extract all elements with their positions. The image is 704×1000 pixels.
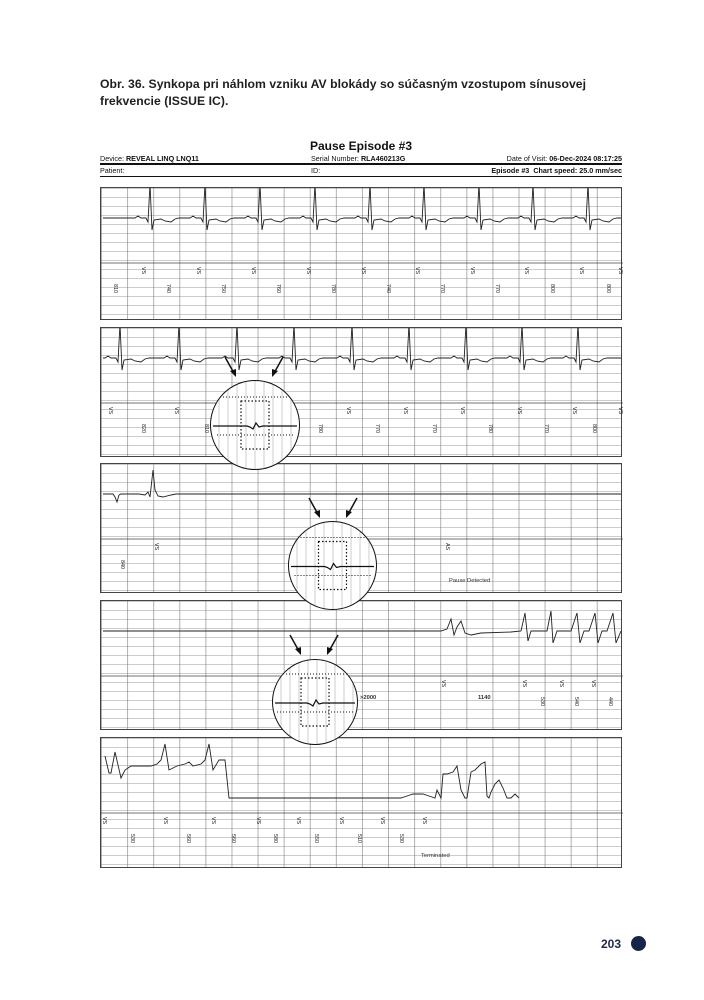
marker-interval: 770 xyxy=(374,424,380,433)
marker-event: VS xyxy=(338,817,344,825)
marker-interval: 810 xyxy=(112,284,118,293)
visit-value: 06-Dec-2024 08:17:25 xyxy=(549,154,622,163)
marker-interval: 580 xyxy=(272,834,278,843)
header-rule-top xyxy=(100,163,622,165)
patient-label: Patient: xyxy=(100,166,125,175)
marker-event: VS xyxy=(345,407,351,415)
marker-interval: 800 xyxy=(591,424,597,433)
marker-event: VS xyxy=(305,267,311,275)
header-rule-bottom xyxy=(100,176,622,177)
figure-caption: Obr. 36. Synkopa pri náhlom vzniku AV blokády so súčasným vzostupom sínusovej frekvencie (ISSUE IC). xyxy=(100,77,587,108)
page-dot-icon xyxy=(631,936,646,951)
interval-long-label: >2000 xyxy=(360,695,377,701)
ecg-strip-4 xyxy=(100,600,622,730)
terminated-label: Terminated xyxy=(421,853,450,859)
marker-interval: 780 xyxy=(330,284,336,293)
marker-interval: 800 xyxy=(605,284,611,293)
report-title: Pause Episode #3 xyxy=(309,139,413,153)
magnifier-circle-2 xyxy=(288,521,377,610)
marker-event: VS xyxy=(173,407,179,415)
visit-label: Date of Visit: 06-Dec-2024 08:17:25 xyxy=(506,154,622,163)
ecg-strip-5 xyxy=(100,737,622,868)
marker-interval: 530 xyxy=(129,834,135,843)
marker-interval: 780 xyxy=(487,424,493,433)
marker-event: AS xyxy=(444,543,450,551)
marker-event: VS xyxy=(521,680,527,688)
marker-event: VS xyxy=(590,680,596,688)
serial-label: Serial Number: RLA460213G xyxy=(311,154,406,163)
marker-interval: 740 xyxy=(385,284,391,293)
id-label: ID: xyxy=(311,166,321,175)
arrow-down-left-icon xyxy=(325,634,339,656)
marker-event: VS xyxy=(578,267,584,275)
chart-speed: Chart speed: 25.0 mm/sec xyxy=(533,166,622,175)
marker-event: VS xyxy=(210,817,216,825)
episode-value: Episode #3 xyxy=(491,166,530,175)
ecg-trace-4 xyxy=(101,601,623,731)
marker-interval: 560 xyxy=(185,834,191,843)
marker-event: VS xyxy=(440,680,446,688)
marker-interval: 510 xyxy=(356,834,362,843)
marker-interval: 740 xyxy=(165,284,171,293)
marker-interval: 750 xyxy=(220,284,226,293)
ecg-strip-1 xyxy=(100,187,622,320)
marker-interval: 770 xyxy=(431,424,437,433)
device-value: REVEAL LINQ LNQ11 xyxy=(125,154,199,163)
marker-event: VS xyxy=(162,817,168,825)
episode-info xyxy=(491,166,622,175)
marker-interval: 560 xyxy=(230,834,236,843)
marker-event: VS xyxy=(516,407,522,415)
interval-1140-label: 1140 xyxy=(478,695,491,701)
marker-event: VS xyxy=(140,267,146,275)
pause-detected-label: Pause Detected xyxy=(449,578,491,584)
marker-interval: 760 xyxy=(275,284,281,293)
marker-event: VS xyxy=(421,817,427,825)
arrow-down-right-icon xyxy=(224,356,238,378)
marker-interval: 770 xyxy=(543,424,549,433)
marker-event: VS xyxy=(295,817,301,825)
arrow-down-right-icon xyxy=(289,634,303,656)
marker-event: VS xyxy=(469,267,475,275)
marker-event: VS xyxy=(250,267,256,275)
device-label: Device: REVEAL LINQ LNQ11 xyxy=(100,154,199,163)
marker-event: VS xyxy=(107,407,113,415)
marker-event: VS xyxy=(414,267,420,275)
marker-event: VS xyxy=(153,543,159,551)
marker-interval: 810 xyxy=(203,424,209,433)
arrow-down-right-icon xyxy=(308,497,322,519)
marker-interval: 530 xyxy=(398,834,404,843)
marker-event: VS xyxy=(617,407,623,415)
serial-value: RLA460213G xyxy=(360,154,406,163)
marker-event: VS xyxy=(571,407,577,415)
marker-interval: 770 xyxy=(439,284,445,293)
magnifier-circle-1 xyxy=(210,380,300,470)
marker-interval: 770 xyxy=(494,284,500,293)
marker-event: VS xyxy=(101,817,107,825)
ecg-trace-5 xyxy=(101,738,623,869)
marker-event: VS xyxy=(195,267,201,275)
marker-interval: 840 xyxy=(119,560,125,569)
ecg-trace-1 xyxy=(101,188,623,321)
marker-event: VS xyxy=(617,267,623,275)
marker-interval: 540 xyxy=(573,697,579,706)
marker-event: VS xyxy=(255,817,261,825)
marker-event: VS xyxy=(558,680,564,688)
arrow-down-left-icon xyxy=(270,356,284,378)
marker-event: VS xyxy=(459,407,465,415)
marker-interval: 530 xyxy=(539,697,545,706)
magnifier-circle-3 xyxy=(272,659,358,745)
marker-event: VS xyxy=(523,267,529,275)
arrow-down-left-icon xyxy=(344,497,358,519)
marker-interval: 440 xyxy=(607,697,613,706)
marker-event: VS xyxy=(360,267,366,275)
marker-interval: 550 xyxy=(313,834,319,843)
marker-interval: 780 xyxy=(317,424,323,433)
page-number: 203 xyxy=(601,937,622,951)
marker-event: VS xyxy=(379,817,385,825)
marker-interval: 820 xyxy=(140,424,146,433)
ecg-trace-2 xyxy=(101,328,623,458)
ecg-strip-2 xyxy=(100,327,622,457)
marker-interval: 800 xyxy=(549,284,555,293)
marker-event: VS xyxy=(402,407,408,415)
